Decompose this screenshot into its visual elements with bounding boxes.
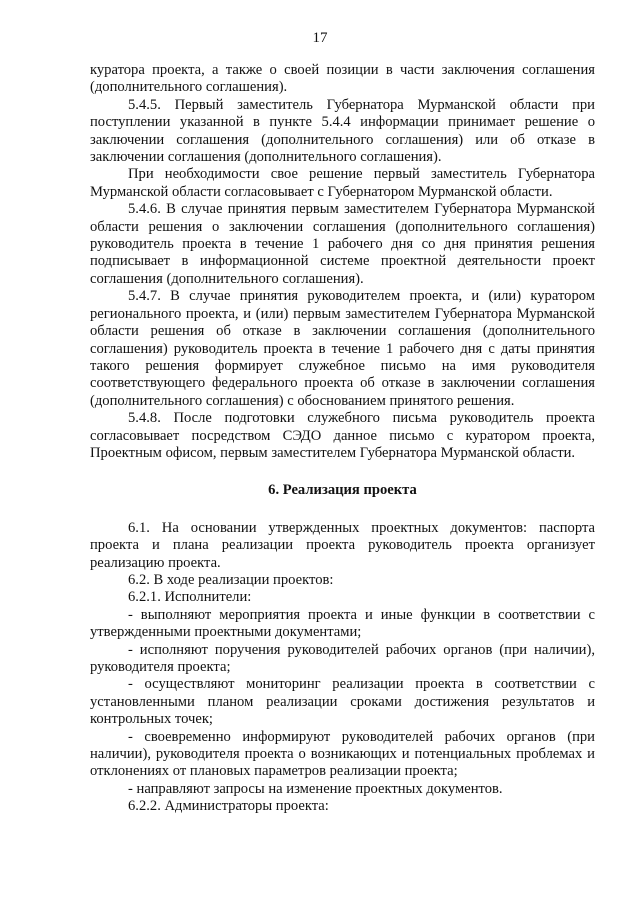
paragraph: - направляют запросы на изменение проектных документов. bbox=[128, 780, 503, 797]
section-6-body bbox=[90, 520, 595, 816]
paragraph: 5.4.8. После подготовки служебного письма руководитель проекта согласовывает посредством СЭДО данное письмо с куратором проекта, Проектным офисом, первым заместителем Губернатора Мурманской области. bbox=[90, 410, 595, 461]
paragraph: - своевременно информируют руководителей рабочих органов (при наличии), руководителя проекта о возникающих и потенциальных проблемах и отклонениях от плановых параметров реализации проекта; bbox=[90, 728, 595, 780]
document-body bbox=[90, 62, 595, 816]
section-heading: 6. Реализация проекта bbox=[268, 482, 417, 499]
paragraph: - осуществляют мониторинг реализации проекта в соответствии с установленными планом реализации сроками достижения результатов и контрольных точек; bbox=[90, 676, 595, 728]
paragraph: 5.4.7. В случае принятия руководителем проекта, и (или) куратором регионального проекта, и (или) первым заместителем Губернатора Мурманской области решения об отказе в заключении соглашения (дополнительного соглашения) руководитель проекта в течение 1 рабочего дня с даты принятия такого решения формирует служебное письмо на имя руководителя соответствующего федерального проекта об отказе в заключении соглашения (дополнительного соглашения) с обоснованием принятого решения. bbox=[90, 288, 595, 409]
paragraph: - исполняют поручения руководителей рабочих органов (при наличии), руководителя проекта; bbox=[90, 641, 595, 675]
paragraph: При необходимости свое решение первый заместитель Губернатора Мурманской области согласовывает с Губернатором Мурманской области. bbox=[90, 166, 595, 200]
paragraph: 6.1. На основании утвержденных проектных документов: паспорта проекта и плана реализации проекта руководитель проекта организует реализацию проекта. bbox=[90, 519, 595, 571]
paragraph: 6.2.2. Администраторы проекта: bbox=[128, 798, 329, 815]
paragraph: куратора проекта, а также о своей позиции в части заключения соглашения (дополнительного соглашения). bbox=[90, 62, 595, 96]
paragraph: 6.2.1. Исполнители: bbox=[128, 589, 252, 606]
paragraph: 5.4.6. В случае принятия первым заместителем Губернатора Мурманской области решения о заключении соглашения (дополнительного соглашения) руководитель проекта в течение 1 рабочего дня со дня принятия решения подписывает в информационной системе проектной деятельности проект соглашения (дополнительного соглашения). bbox=[90, 201, 595, 287]
section-5-continuation bbox=[90, 62, 595, 462]
paragraph: 6.2. В ходе реализации проектов: bbox=[128, 571, 334, 588]
page-number: 17 bbox=[312, 30, 328, 46]
paragraph: - выполняют мероприятия проекта и иные функции в соответствии с утвержденными проектными документами; bbox=[90, 606, 595, 641]
paragraph: 5.4.5. Первый заместитель Губернатора Мурманской области при поступлении указанной в пункте 5.4.4 информации принимает решение о заключении соглашения (дополнительного соглашения) или об отказе в заключении соглашения (дополнительного соглашения). bbox=[90, 96, 595, 166]
